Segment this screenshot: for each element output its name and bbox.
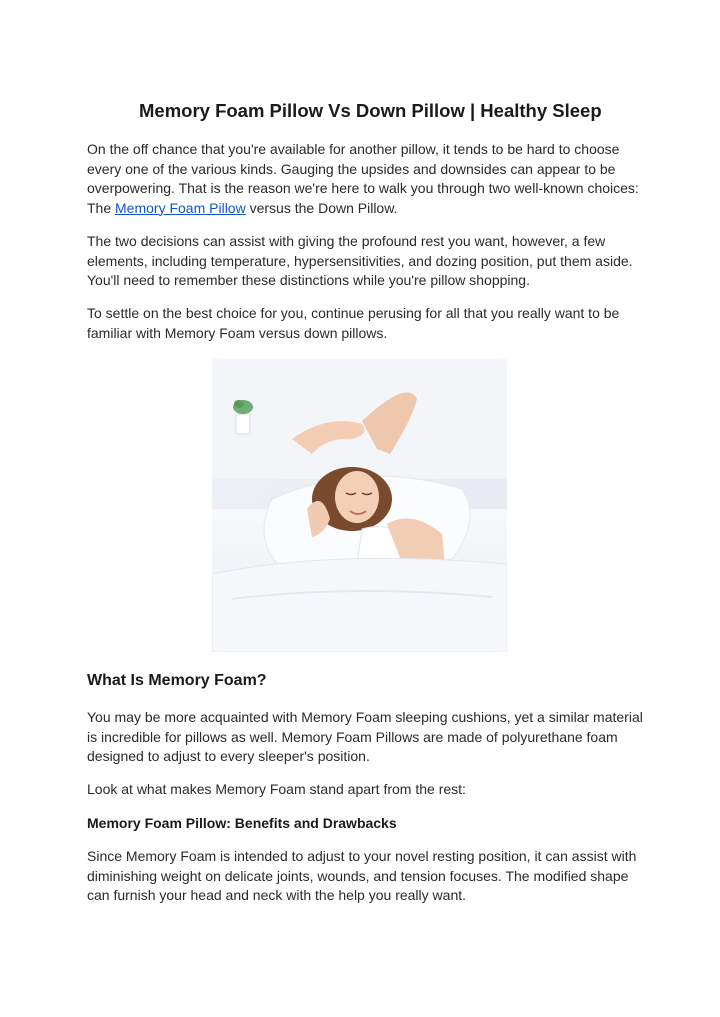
document-title: Memory Foam Pillow Vs Down Pillow | Healthy Sleep (139, 100, 602, 121)
paragraph-continue: To settle on the best choice for you, continue perusing for all that you really want to be familiar with Memory Foam versus down pillows. (87, 305, 620, 341)
woman-sleeping-photo (212, 359, 507, 652)
paragraph-differences: The two decisions can assist with giving the profound rest you want, however, a few elements, including temperature, hypersensitivities, and dozing position, put them aside. You'll need to remember these distinctions while you're pillow shopping. (87, 233, 633, 288)
paragraph-look-at: Look at what makes Memory Foam stand apart from the rest: (87, 781, 466, 797)
subheading-benefits: Memory Foam Pillow: Benefits and Drawbacks (87, 815, 397, 831)
intro-text-after-link: versus the Down Pillow. (245, 199, 398, 216)
intro-paragraph (87, 140, 647, 218)
intro-text-before-link: On the off chance that you're available for another pillow, it tends to be hard to choose every one of the various kinds. Gauging the upsides and downsides can appear to be overpowering. That is the reason we're here to walk you through two well-known choices: The (87, 141, 639, 216)
paragraph-benefits: Since Memory Foam is intended to adjust to your novel resting position, it can assist with diminishing weight on delicate joints, wounds, and tension focuses. The modified shape can furnish your head and neck with the help you really want. (87, 848, 637, 903)
memory-foam-pillow-link[interactable]: Memory Foam Pillow (115, 199, 246, 216)
photo-illustration (212, 359, 507, 652)
section-heading: What Is Memory Foam? (87, 672, 267, 689)
paragraph-memory-foam-intro: You may be more acquainted with Memory Foam sleeping cushions, yet a similar material is incredible for pillows as well. Memory Foam Pillows are made of polyurethane foam designed to adjust to every sleeper's position. (87, 709, 643, 764)
